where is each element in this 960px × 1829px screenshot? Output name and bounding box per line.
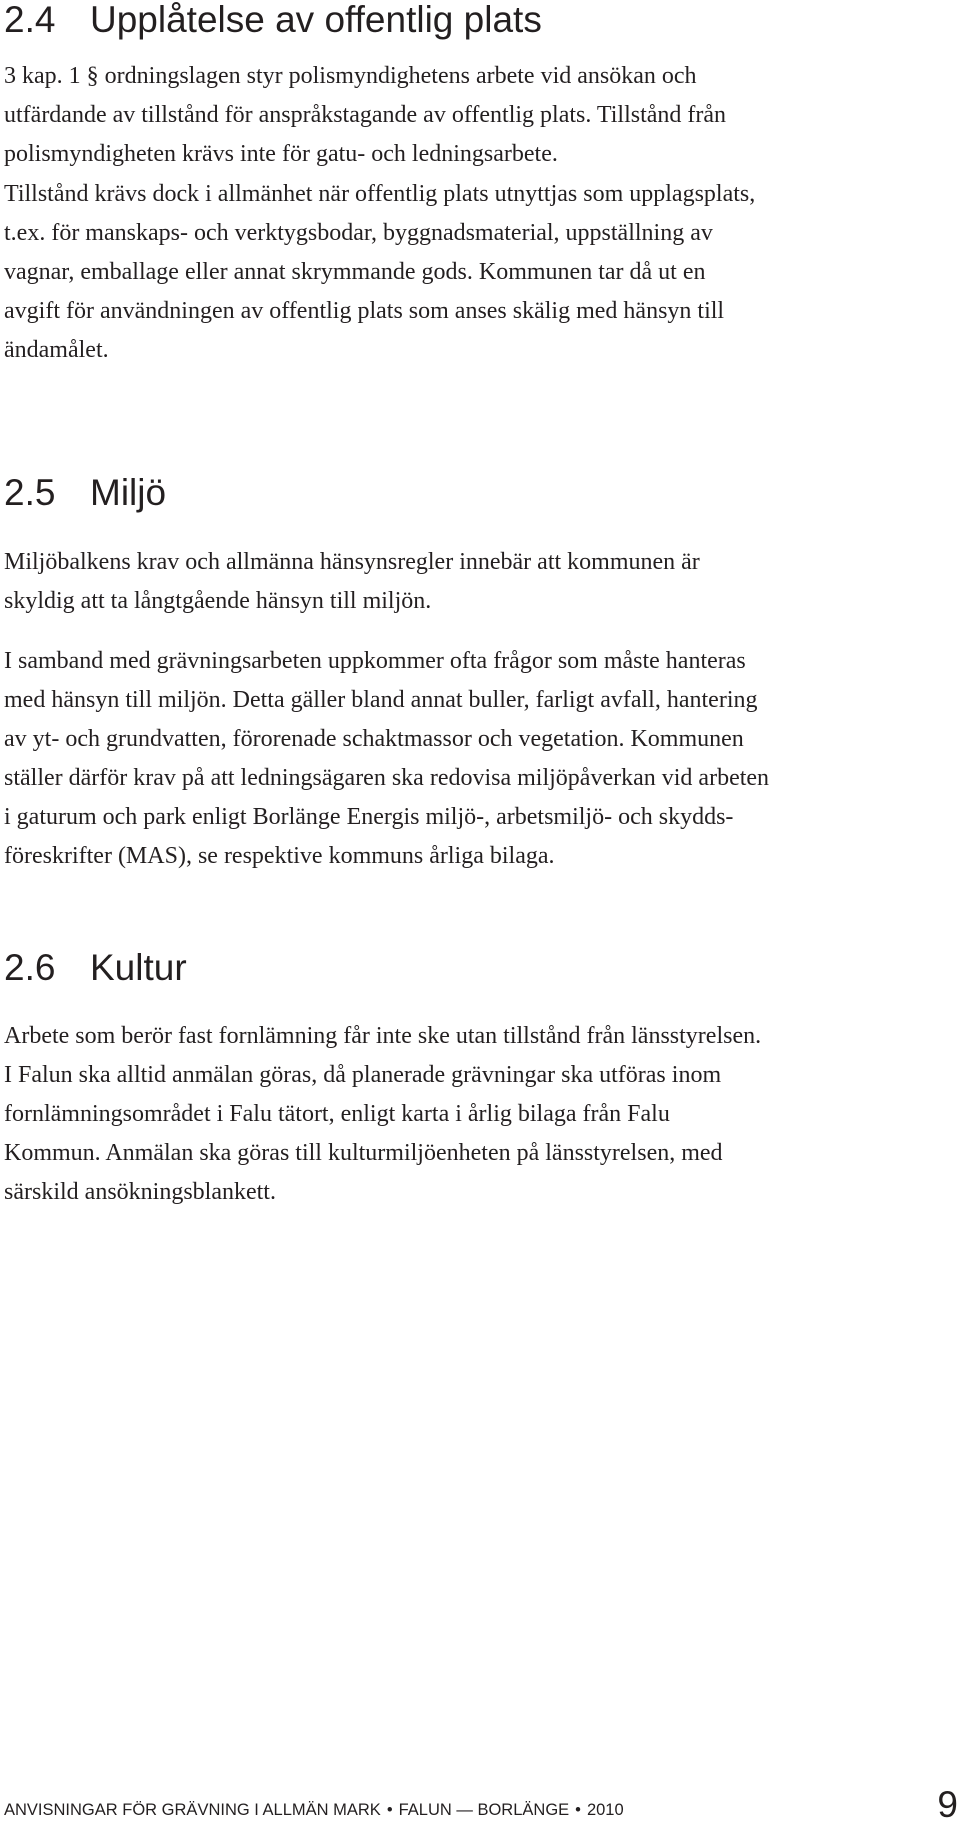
footer-year: 2010: [586, 1801, 624, 1819]
section-title: Miljö: [90, 472, 167, 513]
section-heading-2-5: [4, 473, 166, 513]
text-line: vagnar, emballage eller annat skrymmande gods. Kommunen tar då ut en: [4, 259, 706, 285]
text-line: I Falun ska alltid anmälan göras, då planerade grävningar ska utföras inom: [4, 1062, 722, 1088]
text-line: ställer därför krav på att ledningsägaren ska redovisa miljöpåverkan vid arbeten: [4, 765, 770, 791]
paragraph-2-4-b: [4, 175, 956, 370]
text-line: Kommun. Anmälan ska göras till kulturmiljöenheten på länsstyrelsen, med: [4, 1140, 723, 1166]
section-number: 2.4: [4, 0, 56, 40]
paragraph-2-5-a: [4, 543, 956, 621]
text-line: utfärdande av tillstånd för anspråkstagande av offentlig plats. Tillstånd från: [4, 102, 727, 128]
section-title: Upplåtelse av offentlig plats: [90, 0, 542, 40]
text-line: polismyndigheten krävs inte för gatu- och ledningsarbete.: [4, 141, 558, 167]
text-line: avgift för användningen av offentlig plats som anses skälig med hänsyn till: [4, 298, 725, 324]
footer-separator: •: [386, 1801, 393, 1819]
section-number: 2.6: [4, 947, 56, 988]
footer-location: FALUN — BORLÄNGE: [398, 1801, 570, 1819]
text-line: föreskrifter (MAS), se respektive kommuns årliga bilaga.: [4, 843, 555, 869]
section-heading-2-4: [4, 0, 542, 40]
text-line: t.ex. för manskaps- och verktygsbodar, byggnadsmaterial, uppställning av: [4, 220, 713, 246]
paragraph-2-6-a: [4, 1017, 956, 1212]
text-line: med hänsyn till miljön. Detta gäller bland annat buller, farligt avfall, hantering: [4, 687, 758, 713]
text-line: 3 kap. 1 § ordningslagen styr polismyndighetens arbete vid ansökan och: [4, 63, 697, 89]
text-line: fornlämningsområdet i Falu tätort, enligt karta i årlig bilaga från Falu: [4, 1101, 670, 1127]
paragraph-2-4-a: [4, 57, 956, 174]
footer-title: ANVISNINGAR FÖR GRÄVNING I ALLMÄN MARK: [4, 1801, 381, 1819]
footer-running-title: [4, 1800, 624, 1820]
text-line: Miljöbalkens krav och allmänna hänsynsregler innebär att kommunen är: [4, 549, 700, 575]
text-line: av yt- och grundvatten, förorenade schaktmassor och vegetation. Kommunen: [4, 726, 744, 752]
paragraph-2-5-b: [4, 642, 956, 876]
page-number: 9: [937, 1784, 958, 1825]
text-line: Arbete som berör fast fornlämning får inte ske utan tillstånd från länsstyrelsen.: [4, 1023, 762, 1049]
text-line: ändamålet.: [4, 337, 109, 363]
section-heading-2-6: [4, 948, 187, 988]
text-line: I samband med grävningsarbeten uppkommer ofta frågor som måste hanteras: [4, 648, 746, 674]
text-line: särskild ansökningsblankett.: [4, 1179, 276, 1205]
text-line: i gaturum och park enligt Borlänge Energis miljö-, arbetsmiljö- och skydds-: [4, 804, 734, 830]
text-line: Tillstånd krävs dock i allmänhet när offentlig plats utnyttjas som upplagsplats,: [4, 181, 756, 207]
text-line: skyldig att ta långtgående hänsyn till miljön.: [4, 588, 432, 614]
section-title: Kultur: [90, 947, 187, 988]
footer-separator: •: [575, 1801, 581, 1819]
section-number: 2.5: [4, 472, 56, 513]
